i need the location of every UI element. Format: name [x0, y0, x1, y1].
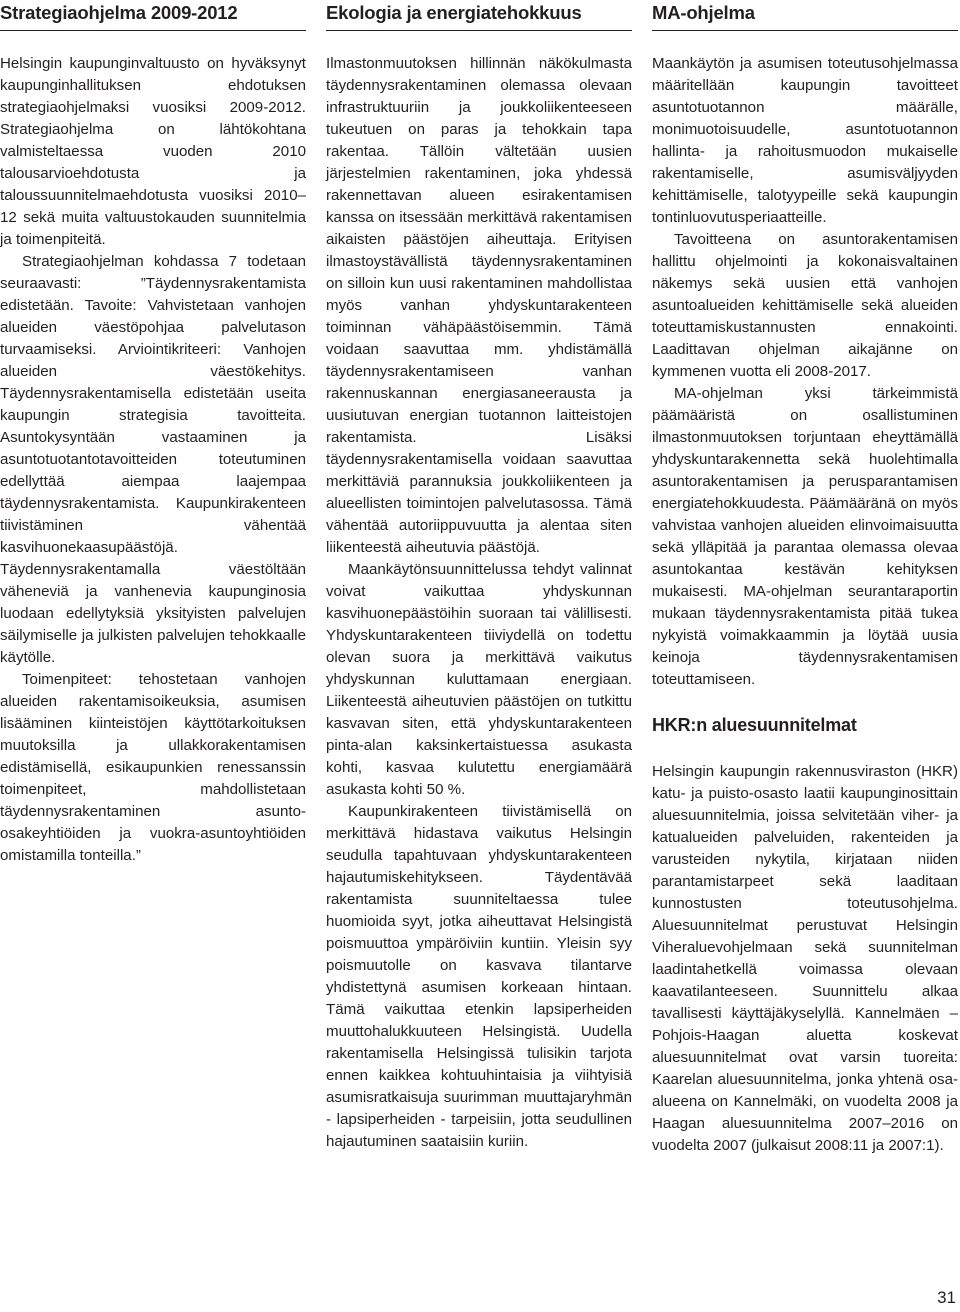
- paragraph: Strategiaohjelman kohdassa 7 todetaan seuraavasti: ”Täydennysrakentamista edistetään. Tavoite: Vahvistetaan vanhojen alueiden väestöpohjaa palvelutason turvaamiseksi. Arviointikriteeri: Vanhojen alueiden väestökehitys. Täydennysrakentamisella edistetään useita kaupungin strategisia tavoitteita. Asuntokysyntään vastaaminen ja asuntotuotantotavoitteiden toteutuminen edellyttää aiempaa laajempaa täydennysrakentamista. Kaupunkirakenteen tiivistäminen vähentää kasvihuonekaasupäästöjä. Täydennysrakentamalla väestöltään väheneviä ja vanhenevia kaupunginosia luodaan edellytyksiä yksityisten palvelujen säilymiselle ja julkisten palvelujen tehokkaalle käytölle.: [0, 253, 306, 666]
- paragraph: Maankäytönsuunnittelussa tehdyt valinnat voivat vaikuttaa yhdyskunnan kasvihuonepäästöihin suoraan tai välillisesti. Yhdyskuntarakenteen tiiviydellä on todettu olevan suora ja merkittävä vaikutus yhdyskunnan kuluttamaan energiaan. Liikenteestä aiheutuvien päästöjen on tutkittu kasvavan siten, että yhdyskuntarakenteen pinta-alan kaksinkertaistuessa asukasta kohti, kasvaa kulutettu energiamäärä asukasta kohti 50 %.: [326, 561, 632, 798]
- column-title: MA-ohjelma: [652, 2, 755, 23]
- column-header: [652, 0, 958, 31]
- column-body: [326, 53, 632, 1153]
- column-ecology: [326, 0, 632, 1153]
- paragraph: Toimenpiteet: tehostetaan vanhojen alueiden rakentamisoikeuksia, asumisen lisääminen kiinteistöjen käyttötarkoituksen muutoksilla ja ullakkorakentamisen edistämisellä, esikaupunkien renessanssin toimenpiteet, mahdollistetaan täydennysrakentaminen asunto-osakeyhtiöiden ja vuokra-asuntoyhtiöiden omistamilla tonteilla.”: [0, 671, 306, 864]
- paragraph: Helsingin kaupungin rakennusviraston (HKR) katu- ja puisto-osasto laatii kaupunginosittain aluesuunnitelmia, joissa selvitetään viher- ja katualueiden palveluiden, rakenteiden ja varusteiden nykytila, kirjataan niiden parantamistarpeet sekä laaditaan kunnostusten toteutusohjelma. Aluesuunnitelmat perustuvat Helsingin Viheraluevohjelmaan sekä suunnitelman laadintahetkellä voimassa olevaan kaavatilanteeseen. Suunnittelu alkaa tavallisesti käyttäjäkyselyllä. Kannelmäen – Pohjois-Haagan aluetta koskevat aluesuunnitelmat ovat varsin tuoreita: Kaarelan aluesuunnitelma, jonka yhtenä osa-alueena on Kannelmäki, on vuodelta 2008 ja Haagan aluesuunnitelma 2007–2016 on vuodelta 2007 (julkaisut 2008:11 ja 2007:1).: [652, 763, 958, 1154]
- column-ma-program: [652, 0, 958, 1157]
- column-body: [652, 53, 958, 1157]
- column-header: [326, 0, 632, 31]
- column-title: Strategiaohjelma 2009-2012: [0, 2, 238, 23]
- column-strategy: [0, 0, 306, 867]
- paragraph: Maankäytön ja asumisen toteutusohjelmassa määritellään kaupungin tavoitteet asuntotuotannon määrälle, monimuotoisuudelle, asuntotuotannon hallinta- ja rahoitusmuodon mukaiselle rakentamiselle, asumisväljyyden kehittämiselle, talotyypeille sekä kaupungin tontinluovutusperiaatteille.: [652, 55, 958, 226]
- column-header: [0, 0, 306, 31]
- page-number: 31: [937, 1288, 956, 1307]
- paragraph: Kaupunkirakenteen tiivistämisellä on merkittävä hidastava vaikutus Helsingin seudulla tapahtuvaan yhdyskuntarakenteen hajautumiskehitykseen. Täydentävää rakentamista suunniteltaessa tulee huomioida syyt, jotka aiheuttavat Helsingistä poismuuttoa ympäröiviin kuntiin. Yleisin syy poismuutolle on kasvava tilantarve yhdistettynä asumisen korkeaan hintaan. Tämä vaikuttaa etenkin lapsiperheiden muuttohalukkuuteen Helsingistä. Uudella rakentamisella Helsingissä tulisikin tarjota ennen kaikkea kohtuuhintaisia ja viihtyisiä asumisratkaisuja suurimman muuttajaryhmän - lapsiperheiden - tarpeisiin, jotta seudullinen hajautuminen saataisiin kuriin.: [326, 803, 632, 1150]
- section-heading: HKR:n aluesuunnitelmat: [652, 715, 857, 735]
- column-body: [0, 53, 306, 867]
- paragraph: Tavoitteena on asuntorakentamisen hallittu ohjelmointi ja kokonaisvaltainen näkemys sekä uusien että vanhojen asuntoalueiden kehittämiselle sekä alueiden toteuttamiskustannusten ennakointi. Laadittavan ohjelman aikajänne on kymmenen vuotta eli 2008-2017.: [652, 231, 958, 380]
- column-title: Ekologia ja energiatehokkuus: [326, 2, 582, 23]
- paragraph: MA-ohjelman yksi tärkeimmistä päämääristä on osallistuminen ilmastonmuutoksen torjuntaan eheyttämällä yhdyskuntarakennetta sekä huolehtimalla asuntorakentamisen ja perusparantamisen energiatehokkuudesta. Päämääränä on myös vahvistaa vanhojen alueiden elinvoimaisuutta sekä ylläpitää ja parantaa olemassa olevaa asuntokantaa kestävän kehityksen mukaisesti. MA-ohjelman seurantaraportin mukaan täydennysrakentamista pitää tukea nykyistä voimakkaammin ja löytää uusia keinoja täydennysrakentamisen toteuttamiseen.: [652, 385, 958, 688]
- paragraph: Helsingin kaupunginvaltuusto on hyväksynyt kaupunginhallituksen ehdotuksen strategiaohjelmaksi vuosiksi 2009-2012. Strategiaohjelma on lähtökohtana valmisteltaessa vuoden 2010 talousarvioehdotusta ja taloussuunnitelmaehdotusta vuosiksi 2010–12 sekä muita valtuustokauden suunnitelmia ja toimenpiteitä.: [0, 55, 306, 248]
- paragraph: Ilmastonmuutoksen hillinnän näkökulmasta täydennysrakentaminen olemassa olevaan infrastruktuuriin ja joukkoliikenteeseen tukeutuen on paras ja tehokkain tapa rakentaa. Tällöin vältetään uusien järjestelmien rakentaminen, joka yhdessä rakennettavan alueen esirakentamisen kanssa on itsessään merkittävä rakentamisen aikaisten päästöjen aiheuttaja. Erityisen ilmastoystävällistä täydennysrakentaminen on silloin kun uusi rakentaminen mahdollistaa myös vanhan yhdyskuntarakenteen toiminnan vähäpäästöisemmin. Tämä voidaan saavuttaa mm. yhdistämällä täydennysrakentamiseen vanhan rakennuskannan energiasaneerausta ja uusiutuvan energian tuotannon laitteistojen rakentamista. Lisäksi täydennysrakentamisella voidaan saavuttaa merkittäviä parannuksia joukkoliikenteen ja alueellisten toimintojen palvelutasossa. Tämä vähentää autoriippuvuutta ja alentaa siten liikenteestä aiheutuvia päästöjä.: [326, 55, 632, 556]
